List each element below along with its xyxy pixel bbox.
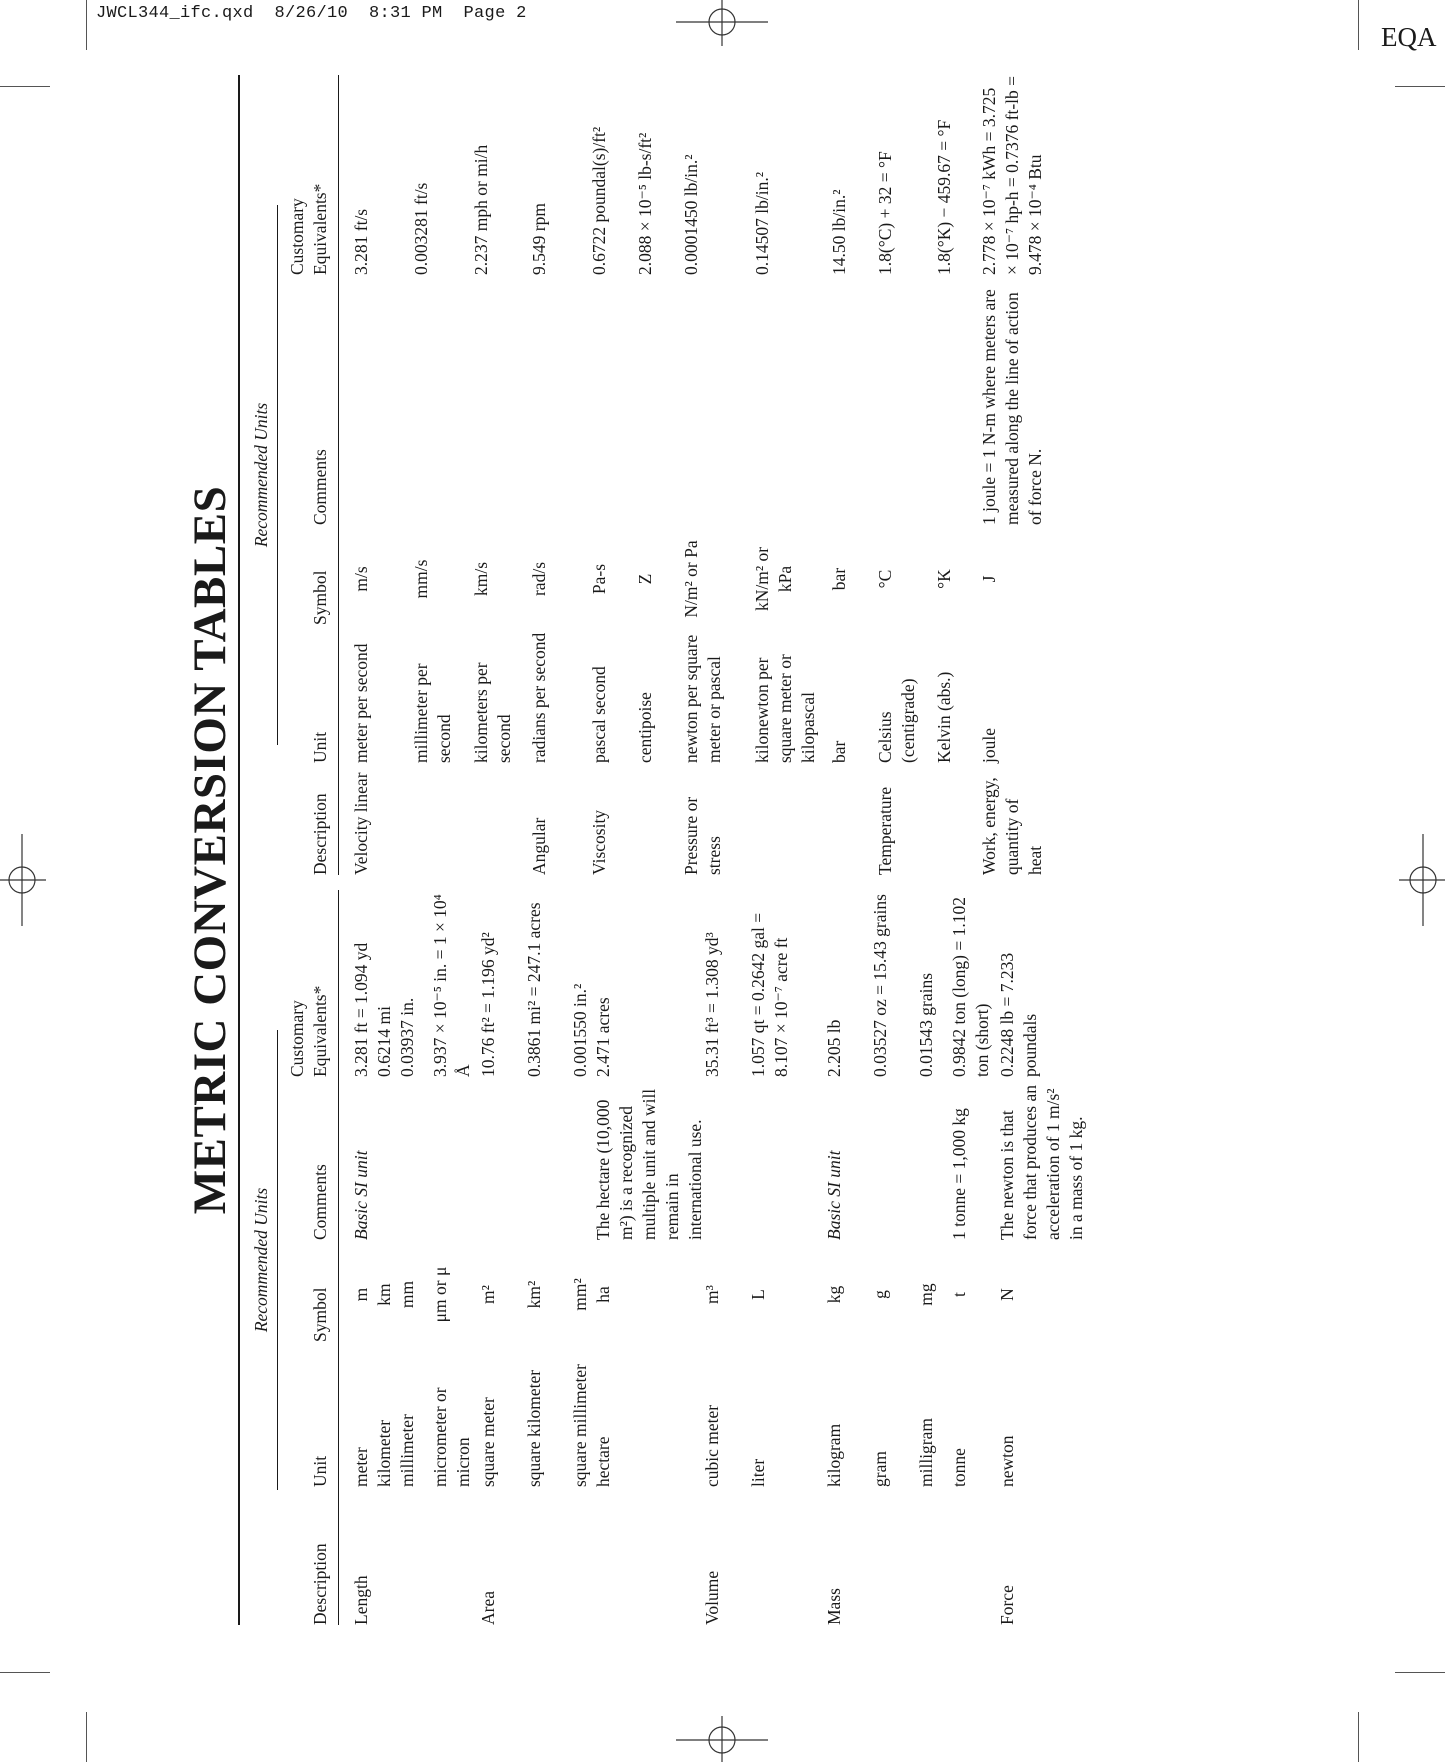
right-cust-cell: 14.50 lb/in.² [829, 189, 849, 275]
crop-mark [1395, 86, 1445, 87]
left-symbol-cell: μm or μ [430, 1266, 450, 1323]
left-cust-cell: 0.6214 mi [374, 1006, 394, 1077]
left-comments-cell: Basic SI unit [351, 1150, 371, 1240]
metric-table-left [250, 890, 1086, 1625]
group-heading-rule [277, 1030, 278, 1490]
left-symbol-cell: kg [824, 1285, 844, 1304]
left-cust-cell: 2.471 acres [593, 997, 613, 1077]
registration-mark-icon [1397, 830, 1445, 930]
right-unit-cell: bar [829, 740, 849, 763]
metric-table-right [250, 75, 1070, 875]
right-comments-cell: 1 joule = 1 N-m where meters are measured along the line of action of force N. [979, 289, 1045, 525]
right-cust-cell: 0.003281 ft/s [411, 182, 431, 275]
registration-mark-icon [0, 830, 48, 930]
right-symbol-cell: kN/m² or kPa [752, 546, 795, 612]
column-header-comments: Comments [310, 1164, 330, 1240]
left-unit-cell: liter [748, 1458, 768, 1487]
right-unit-cell: millimeter per second [411, 663, 454, 763]
group-heading-rule [277, 205, 278, 745]
left-unit-cell: millimeter [397, 1414, 417, 1487]
right-symbol-cell: J [979, 575, 999, 583]
crop-mark [1395, 1672, 1445, 1673]
right-desc-cell: Work, energy, quantity of heat [979, 777, 1045, 875]
left-cust-cell: 0.01543 grains [916, 972, 936, 1077]
right-desc-cell: Angular [529, 817, 549, 875]
left-unit-cell: kilometer [374, 1419, 394, 1487]
column-header-customary-2: Equivalents* [310, 985, 330, 1077]
crop-mark [0, 1672, 50, 1673]
left-symbol-cell: mm [397, 1280, 417, 1309]
crop-mark [86, 1712, 87, 1762]
left-cust-cell: 0.03937 in. [397, 997, 417, 1077]
registration-mark-icon [672, 0, 772, 48]
left-symbol-cell: mm² [570, 1278, 590, 1311]
left-cust-cell: 0.2248 lb = 7.233 poundals [997, 952, 1040, 1077]
left-unit-cell: square millimeter [570, 1364, 590, 1487]
right-unit-cell: pascal second [589, 666, 609, 763]
left-comments-cell: Basic SI unit [824, 1150, 844, 1240]
registration-mark-icon [672, 1714, 772, 1762]
left-unit-cell: square kilometer [524, 1369, 544, 1487]
right-symbol-cell: rad/s [529, 561, 549, 597]
crop-mark [1358, 0, 1359, 50]
left-cust-cell: 10.76 ft² = 1.196 yd² [478, 932, 498, 1077]
right-cust-cell: 9.549 rpm [529, 203, 549, 275]
left-symbol-cell: N [997, 1288, 1017, 1301]
right-symbol-cell: Z [635, 573, 655, 585]
left-cust-cell: 0.001550 in.² [570, 983, 590, 1077]
left-symbol-cell: L [748, 1289, 768, 1300]
right-unit-cell: kilometers per second [471, 662, 514, 763]
right-cust-cell: 2.088 × 10⁻⁵ lb-s/ft² [635, 132, 655, 275]
column-header-symbol: Symbol [310, 1287, 330, 1342]
left-unit-cell: milligram [916, 1417, 936, 1487]
right-symbol-cell: km/s [471, 561, 491, 597]
header-rule [338, 890, 339, 1625]
right-symbol-cell: N/m² or Pa [681, 540, 701, 618]
left-cust-cell: 0.03527 oz = 15.43 grains [870, 894, 890, 1077]
right-cust-cell: 1.8(°C) + 32 = °F [875, 151, 895, 275]
column-header-comments: Comments [310, 449, 330, 525]
column-header-customary-2: Equivalents* [310, 183, 330, 275]
right-cust-cell: 0.0001450 lb/in.² [681, 154, 701, 275]
crop-mark [1358, 1712, 1359, 1762]
left-unit-cell: meter [351, 1447, 371, 1487]
left-symbol-cell: km [374, 1283, 394, 1306]
column-header-description: Description [310, 1543, 330, 1625]
left-unit-cell: cubic meter [702, 1404, 722, 1487]
right-unit-cell: Kelvin (abs.) [934, 671, 954, 763]
left-desc-cell: Area [478, 1590, 498, 1625]
left-symbol-cell: mg [916, 1283, 936, 1306]
right-cust-cell: 0.14507 lb/in.² [752, 172, 772, 275]
right-desc-cell: Velocity linear [351, 772, 371, 875]
right-desc-cell: Viscosity [589, 809, 609, 875]
left-desc-cell: Force [997, 1585, 1017, 1625]
column-header-customary-1: Customary [287, 198, 307, 275]
right-symbol-cell: °K [934, 569, 954, 589]
header-rule [338, 75, 339, 875]
left-symbol-cell: m² [478, 1285, 498, 1304]
right-unit-cell: radians per second [529, 632, 549, 763]
left-comments-cell: The newton is that force that produces an acceleration of 1 m/s² in a mass of 1 kg. [997, 1085, 1086, 1240]
right-unit-cell: centipoise [635, 692, 655, 763]
left-desc-cell: Mass [824, 1588, 844, 1625]
left-cust-cell: 0.9842 ton (long) = 1.102 ton (short) [949, 897, 992, 1077]
left-desc-cell: Length [351, 1575, 371, 1625]
left-unit-cell: newton [997, 1435, 1017, 1487]
left-symbol-cell: g [870, 1290, 890, 1299]
left-cust-cell: 3.281 ft = 1.094 yd [351, 942, 371, 1077]
left-symbol-cell: km² [524, 1280, 544, 1309]
left-unit-cell: micrometer or micron [430, 1387, 473, 1487]
corner-tag: EQA [1381, 22, 1437, 52]
left-cust-cell: 2.205 lb [824, 1019, 844, 1077]
column-header-description: Description [310, 793, 330, 875]
crop-mark [0, 86, 50, 87]
left-comments-cell: The hectare (10,000 m²) is a recognized multiple unit and will remain in international use. [593, 1088, 705, 1240]
crop-mark [86, 0, 87, 50]
left-symbol-cell: t [949, 1292, 969, 1297]
right-symbol-cell: mm/s [411, 559, 431, 599]
print-slug: JWCL344_ifc.qxd 8/26/10 8:31 PM Page 2 [96, 4, 527, 23]
left-cust-cell: 1.057 qt = 0.2642 gal = 8.107 × 10⁻⁷ acre ft [748, 912, 791, 1077]
column-header-unit: Unit [310, 1455, 330, 1487]
left-cust-cell: 35.31 ft³ = 1.308 yd³ [702, 932, 722, 1077]
left-cust-cell: 0.3861 mi² = 247.1 acres [524, 902, 544, 1077]
right-unit-cell: kilonewton per square meter or kilopascal [752, 654, 818, 763]
group-heading: Recommended Units [251, 1187, 271, 1333]
right-unit-cell: newton per square meter or pascal [681, 634, 724, 763]
column-header-customary-1: Customary [287, 1000, 307, 1077]
page-title: METRIC CONVERSION TABLES [184, 485, 236, 1215]
group-heading: Recommended Units [251, 402, 271, 548]
left-comments-cell: 1 tonne = 1,000 kg [949, 1108, 969, 1240]
right-cust-cell: 2.778 × 10⁻⁷ kWh = 3.725 × 10⁻⁷ hp-h = 0.7376 ft-lb = 9.478 × 10⁻⁴ Btu [979, 75, 1045, 275]
right-cust-cell: 1.8(°K) − 459.67 = °F [934, 119, 954, 275]
left-unit-cell: gram [870, 1451, 890, 1487]
right-cust-cell: 3.281 ft/s [351, 208, 371, 275]
right-symbol-cell: °C [875, 569, 895, 589]
right-desc-cell: Pressure or stress [681, 796, 724, 875]
left-symbol-cell: m³ [702, 1285, 722, 1304]
left-unit-cell: kilogram [824, 1423, 844, 1487]
left-symbol-cell: m [351, 1287, 371, 1302]
left-cust-cell: 3.937 × 10⁻⁵ in. = 1 × 10⁴ Å [430, 894, 473, 1077]
left-symbol-cell: ha [593, 1286, 613, 1303]
title-rule [238, 75, 240, 1625]
column-header-symbol: Symbol [310, 570, 330, 625]
right-cust-cell: 2.237 mph or mi/h [471, 144, 491, 275]
right-unit-cell: meter per second [351, 643, 371, 763]
right-unit-cell: Celsius (centigrade) [875, 678, 918, 763]
left-unit-cell: hectare [593, 1436, 613, 1487]
right-symbol-cell: Pa-s [589, 563, 609, 595]
right-symbol-cell: bar [829, 567, 849, 591]
right-symbol-cell: m/s [351, 566, 371, 592]
conversion-tables-page [180, 75, 1100, 1625]
column-header-unit: Unit [310, 731, 330, 763]
right-unit-cell: joule [979, 728, 999, 763]
right-cust-cell: 0.6722 poundal(s)/ft² [589, 126, 609, 275]
left-unit-cell: square meter [478, 1397, 498, 1487]
left-unit-cell: tonne [949, 1448, 969, 1487]
left-desc-cell: Volume [702, 1570, 722, 1625]
right-desc-cell: Temperature [875, 786, 895, 875]
